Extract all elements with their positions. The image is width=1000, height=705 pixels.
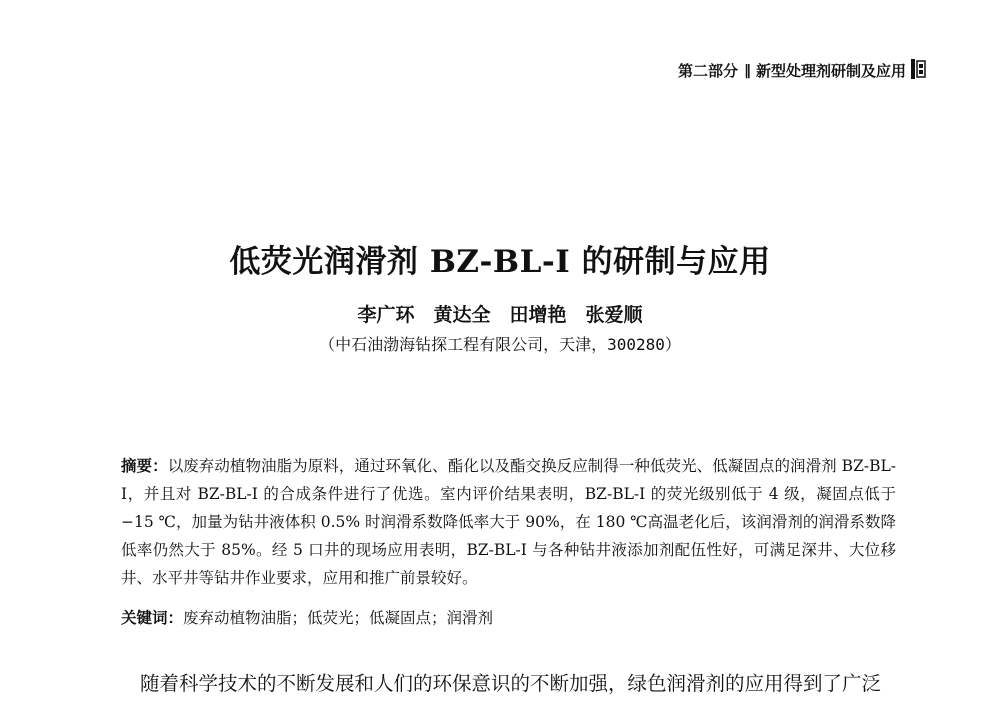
running-header-separator: ‖ bbox=[743, 62, 750, 79]
keywords bbox=[121, 604, 896, 632]
running-header-topic: 新型处理剂研制及应用 bbox=[755, 62, 906, 80]
keywords-label: 关键词： bbox=[121, 609, 184, 627]
abstract bbox=[121, 452, 896, 592]
abstract-label: 摘要： bbox=[121, 457, 168, 475]
header-ornament-icon bbox=[910, 58, 926, 80]
author-list: 李广环 黄达全 田增艳 张爱顺 bbox=[357, 304, 643, 326]
running-header bbox=[678, 60, 906, 81]
abstract-text: 以废弃动植物油脂为原料，通过环氧化、酯化以及酯交换反应制得一种低荧光、低凝固点的润滑剂 BZ-BL-I，并且对 BZ-BL-I 的合成条件进行了优选。室内评价结果表明，BZ-BL-I 的荧光级别低于 4 级，凝固点低于 −15 ℃，加量为钻井液体积 0.5% 时润滑系数降低率大于 90%，在 180 ℃高温老化后，该润滑剂的润滑系数降低率仍然大于 85%。经 5 口井的现场应用表明，BZ-BL-I 与各种钻井液添加剂配伍性好，可满足深井、大位移井、水平井等钻井作业要求，应用和推广前景较好。 bbox=[121, 457, 896, 587]
keywords-text: 废弃动植物油脂；低荧光；低凝固点；润滑剂 bbox=[183, 609, 494, 627]
paper-title: 低荧光润滑剂 BZ-BL-I 的研制与应用 bbox=[229, 244, 771, 280]
author-affiliation: （中石油渤海钻探工程有限公司，天津，300280） bbox=[319, 335, 681, 354]
body-paragraph: 随着科学技术的不断发展和人们的环保意识的不断加强，绿色润滑剂的应用得到了广泛 bbox=[140, 672, 882, 695]
running-header-section: 第二部分 bbox=[677, 62, 738, 80]
